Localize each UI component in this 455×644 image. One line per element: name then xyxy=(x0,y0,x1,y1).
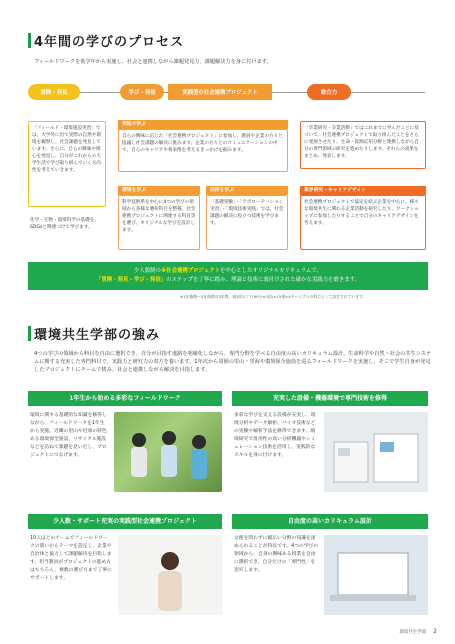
banner-line1-highlight: ※社会連携プロジェクト xyxy=(160,268,220,274)
card3-head: 少人数・サポート充実の実践型社会連携プロジェクト xyxy=(28,514,222,529)
lab-illustration xyxy=(324,412,428,492)
section1-intro: フィールドワークを低学年から実施し、社会と連携しながら課題発見力、課題解決力を身に付けます。 xyxy=(34,59,272,65)
students-illustration xyxy=(114,412,222,492)
banner-line2-post: のステップを丁寧に踏み、理論と技術に裏付けされた確かな実践力を磨きます。 xyxy=(166,277,360,283)
students-field-photo xyxy=(114,412,222,492)
banner-line1 xyxy=(28,267,428,276)
stage-project: 実践型の社会連携プロジェクト xyxy=(168,84,272,100)
career-box xyxy=(300,195,426,250)
env-box xyxy=(118,195,200,250)
curriculum-banner xyxy=(28,262,428,290)
banner-line1-post: を中心としたオリジナルカリキュラムで、 xyxy=(220,268,322,274)
col4-box: 「卒業研究・卒業活動」ではこれまでに学んだことに基づいて、社会連携プロジェクトで取り組んだことをさらに発展させたり、生命・資源応用分野と連携しながら自分の専門領域の研究を進めたりします。それらの成果をまとめ、発表します。 xyxy=(300,121,426,169)
practice-text: 自らの興味に応じた「社会連携プロジェクト」に参加し、教員や企業の方々と協議し社会課題の解決に挑みます。企業の方々とのコミュニケーションの中で、自らのキャリアや将来像を考えるきっかけを掴みます。 xyxy=(122,134,283,153)
stage-adventure: 冒険・発見 xyxy=(28,84,80,100)
banner-line2-highlight: 「冒険・発見・学び・発信」 xyxy=(96,277,167,283)
env-text: 科学技術系を中心に4つの学びの領域から多様な選択科目を整備。社会連携プロジェクトに関連する科目等を選び、オリジナルな学びを設計します。 xyxy=(122,200,196,233)
card2-text: 多彩な学びを支える設備が充実し、環境分析やデータ解析、バイオ技術などの実験や解析手法を修得できます。環境研究で汎用性の高い分析機器やシミュレーション技術を活用し、実践的なスキルを身に付けます。 xyxy=(234,413,316,458)
banner-line2 xyxy=(28,276,428,285)
col1-box: 「フィールド・環境施設実習」では、大学外に出て実際の自然や環境を観察し、社会課題を発見しています。さらに、自らの興味や関心を発見し、自分がこれからの大学生活で学び取り組んでいく方向性を考えていきます。 xyxy=(28,121,106,207)
practice-head: 実践で学ぶ xyxy=(118,120,288,129)
section2-bar xyxy=(28,326,31,341)
card3-text: 10人ほどのチームでフィールドワークの問いからテーマを設定し、企業や自治体と協力して課題解決を目指します。担当教員がプロジェクトの進め方はもちろん、複数の選び方まで丁寧にサポートします。 xyxy=(30,536,112,581)
banner-line1-pre: 少人数制の xyxy=(133,268,161,274)
tech-box xyxy=(206,195,288,250)
lab-equipment-photo xyxy=(324,412,428,492)
card2-head: 充実した設備・機器環境で専門技術を修得 xyxy=(232,391,428,406)
career-head: 業界研究・キャリアデザイン xyxy=(300,186,426,195)
tech-head: 技術を学ぶ xyxy=(206,186,288,195)
laptop-illustration xyxy=(324,535,428,615)
env-head: 環境を学ぶ xyxy=(118,186,200,195)
card4-text: 文理を問わずに幅広い分野の知識を深められることが特長です。4つの学びの領域から、自身の興味ある授業を自由に選択でき、自分だけの「専門性」を追究します。 xyxy=(234,536,319,573)
stage-learn: 学び・発信 xyxy=(120,84,164,100)
laptop-photo xyxy=(324,535,428,615)
student-presentation-photo xyxy=(118,535,222,615)
practice-box xyxy=(118,129,288,172)
page-number: 2 xyxy=(433,628,437,635)
section1-title: 4年間の学びのプロセス xyxy=(34,35,185,50)
tech-text: 「基礎実験」・「ラボローテーション実習」・「環境技術実践」では、社会課題の解決に役立つ技術を学びます。 xyxy=(210,200,284,226)
section2-title: 環境共生学部の強み xyxy=(34,328,161,343)
card1-head: 1年生から始める多彩なフィールドワーク xyxy=(28,391,222,406)
footer-label: 環境共生学部 xyxy=(399,630,426,635)
presenter-illustration xyxy=(118,535,222,615)
footer xyxy=(399,628,437,635)
card4-head: 自由度の高いカリキュラム設計 xyxy=(232,514,428,529)
banner-note: ※1年後期〜3年前期の2年間、週1回3コマ(90分×3回)×15週×4タームずつの科目として設定されています。 xyxy=(180,294,367,299)
section2-intro: 4つの学びの領域から科目を自由に選択でき、自分が目指す進路を明確化しながら、専門分野を学べる自由度の高いカリキュラム設計。生命科学や自然・社会の共生システムに関する充実した専門科目で、実践力と研究力の双方を養います。1年次から周囲の里山・里海や環境保全施設を巡るフィールドワークを実施し、そこで学生自身が発見したプロジェクトにチームで挑み、社会と連携しながら解決を目指します。 xyxy=(34,351,432,373)
career-text: 社会連携プロジェクトで協定を結ぶ企業を中心に、様々な環境共生に関わる企業活動を研究したり、ワークショップに参加したりすることで自分のキャリアデザインを考えます。 xyxy=(304,200,419,226)
stage-synthesis: 総合力 xyxy=(307,84,351,100)
section1-bar xyxy=(28,33,31,48)
card1-text: 環境に関する基礎的な知識を修得しながら、フィールドワークを1年生から実施。近隣の里山や近郊の特色ある環境保全施設、リサイクル施設などを訪ねて課題を見いだし、プロジェクトにつなげます。 xyxy=(30,413,107,458)
col1-text: 化学・生物・環境科学の基礎を、SDGsと関連づけて学びます。 xyxy=(30,218,99,230)
